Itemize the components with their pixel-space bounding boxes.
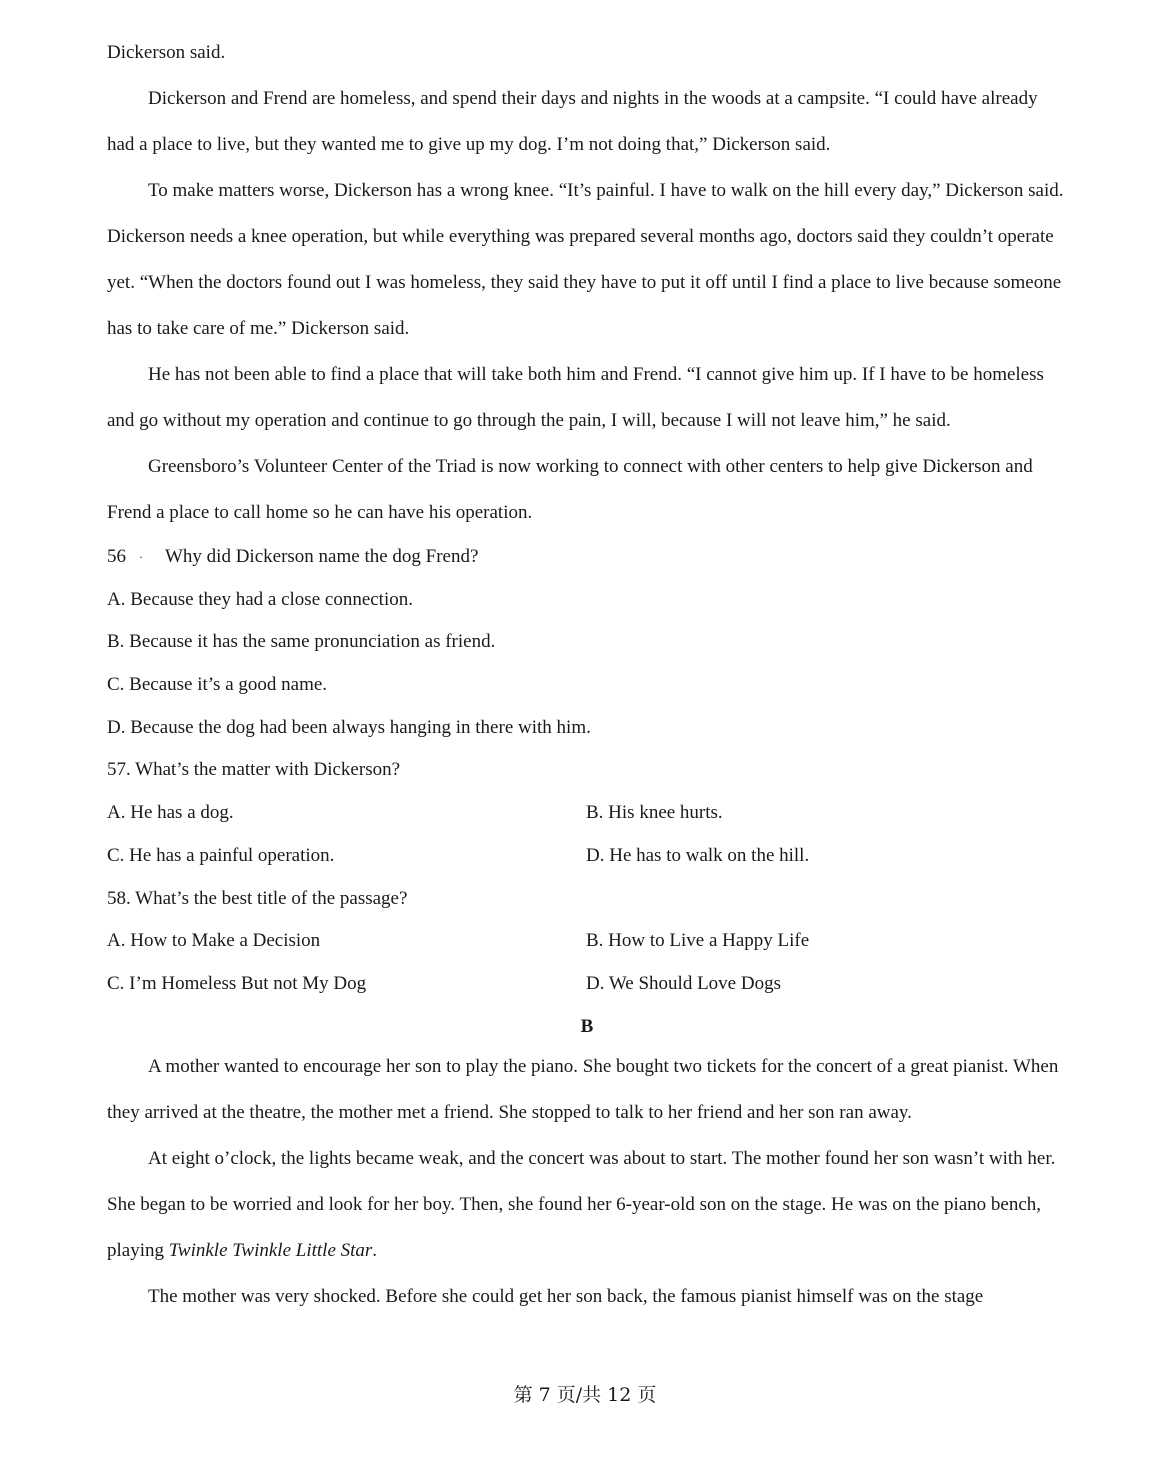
- passage-a-paragraph-5: Greensboro’s Volunteer Center of the Triad is now working to connect with other centers to help give Dickerson and Frend a place to call home so he can have his operation.: [107, 456, 1033, 523]
- question-56-option-a: A. Because they had a close connection.: [107, 588, 413, 610]
- question-58-options-row-2: [107, 963, 1067, 1006]
- question-57-option-c: C. He has a painful operation.: [107, 844, 335, 866]
- passage-a-paragraph-3: To make matters worse, Dickerson has a wrong knee. “It’s painful. I have to walk on the hill every day,” Dickerson said. Dickerson needs a knee operation, but while everything was prepared several months ago, doctors said they couldn’t operate yet. “When the doctors found out I was homeless, they said they have to put it off until I find a place to live because someone has to take care of me.” Dickerson said.: [107, 180, 1064, 339]
- question-56-number: 56: [107, 546, 126, 567]
- passage-b-paragraph-2: [107, 1136, 1067, 1274]
- question-56-option-b: B. Because it has the same pronunciation as friend.: [107, 631, 496, 653]
- passage-b-paragraph-2-text: At eight o’clock, the lights became weak, and the concert was about to start. The mother found her son wasn’t with her. She began to be worried and look for her boy. Then, she found her 6-year-old son on the stage. He was on the piano bench, playing: [107, 1147, 1056, 1261]
- question-56-option-c: C. Because it’s a good name.: [107, 674, 328, 696]
- question-58-options-row-1: [107, 920, 1067, 963]
- question-57-options-row-1: [107, 792, 1067, 835]
- question-58-option-b: B. How to Live a Happy Life: [586, 930, 810, 952]
- passage-b-paragraph-3: The mother was very shocked. Before she could get her son back, the famous pianist himself was on the stage: [148, 1285, 984, 1307]
- page-content: [107, 30, 1067, 1320]
- question-58-option-c: C. I’m Homeless But not My Dog: [107, 972, 367, 994]
- page-number-footer: 第 7 页/共 12 页: [513, 1384, 657, 1406]
- passage-a-paragraph-2: Dickerson and Frend are homeless, and spend their days and nights in the woods at a campsite. “I could have already had a place to live, but they wanted me to give up my dog. I’m not doing that,” Dickerson said.: [107, 88, 1038, 155]
- question-57-option-d: D. He has to walk on the hill.: [586, 844, 810, 866]
- question-58-option-a: A. How to Make a Decision: [107, 930, 321, 952]
- question-56-dot: ·: [139, 550, 143, 565]
- question-57-options-row-2: [107, 835, 1067, 878]
- section-b-heading: B: [580, 1015, 594, 1037]
- question-58-option-d: D. We Should Love Dogs: [586, 972, 781, 994]
- question-56-stem: [107, 536, 1067, 579]
- passage-b-paragraph-2-end: .: [372, 1239, 378, 1261]
- question-57-option-b: B. His knee hurts.: [586, 802, 723, 824]
- passage-a-paragraph-4: He has not been able to find a place that will take both him and Frend. “I cannot give him up. If I have to be homeless and go without my operation and continue to go through the pain, I will, because I will not leave him,” he said.: [107, 364, 1044, 431]
- question-57-option-a: A. He has a dog.: [107, 802, 234, 824]
- song-title: Twinkle Twinkle Little Star: [168, 1239, 373, 1261]
- passage-b-paragraph-1: A mother wanted to encourage her son to play the piano. She bought two tickets for the concert of a great pianist. When they arrived at the theatre, the mother met a friend. She stopped to talk to her friend and her son ran away.: [107, 1055, 1059, 1123]
- passage-a-paragraph-1: Dickerson said.: [107, 42, 226, 63]
- question-58-stem: 58. What’s the best title of the passage?: [107, 887, 408, 909]
- question-56-option-d: D. Because the dog had been always hanging in there with him.: [107, 716, 591, 738]
- question-57-stem: 57. What’s the matter with Dickerson?: [107, 759, 401, 781]
- question-56-text: Why did Dickerson name the dog Frend?: [165, 546, 479, 567]
